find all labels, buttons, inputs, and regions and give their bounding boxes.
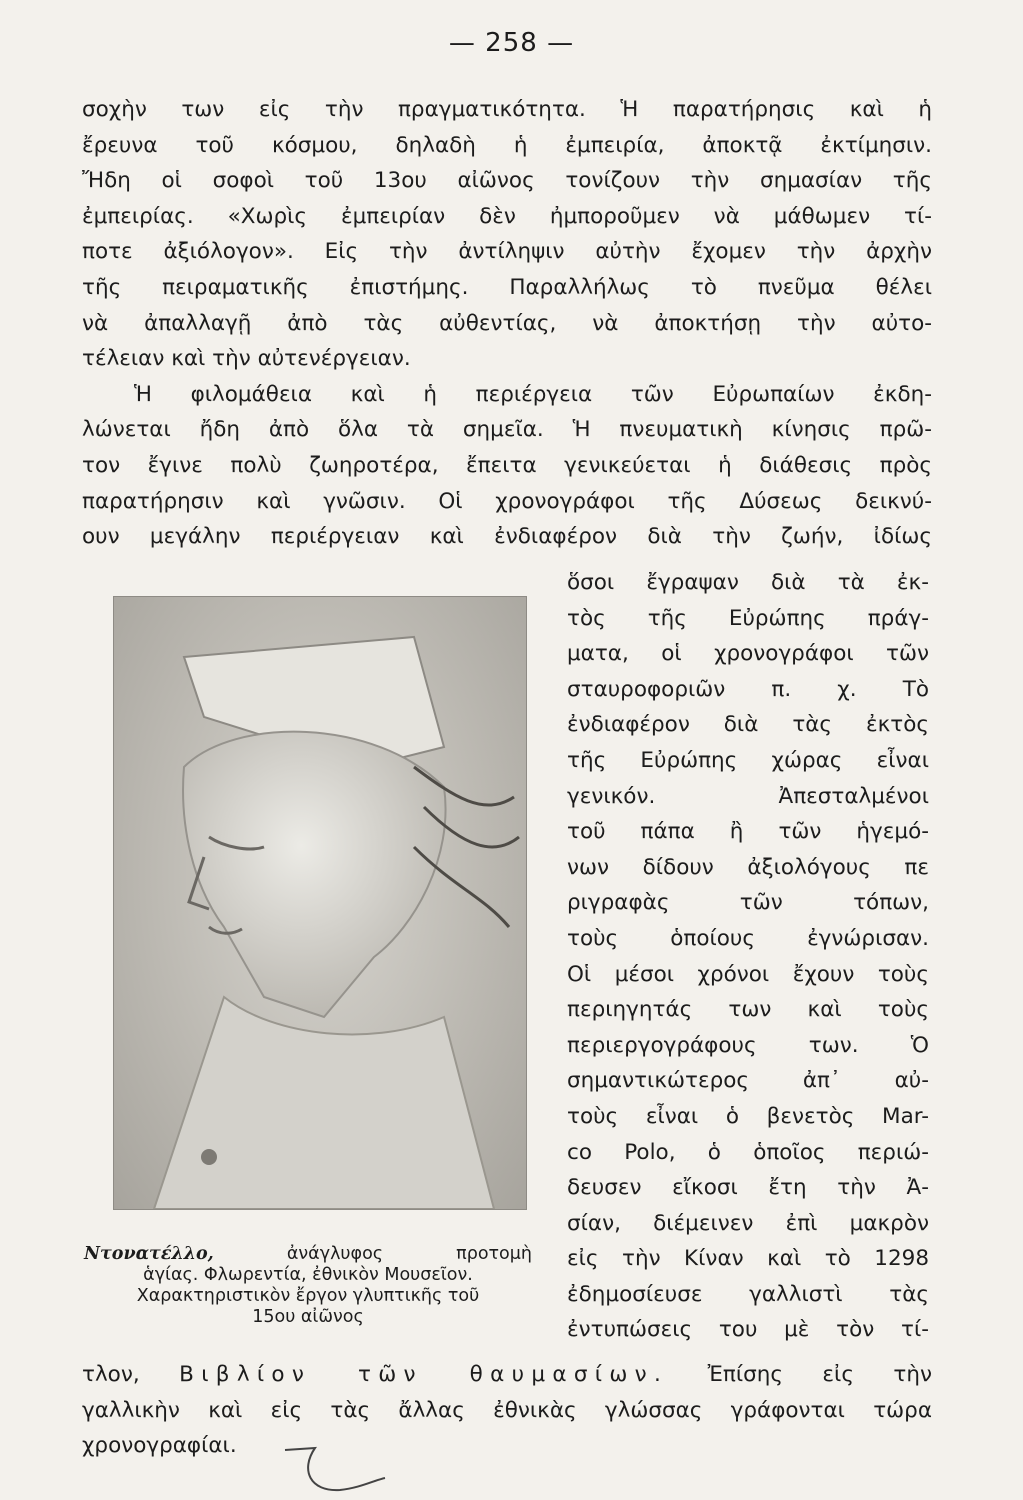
- text-line: τον ἔγινε πολὺ ζωηροτέρα, ἔπειτα γενικεύεται ἡ διάθεσις πρὸς: [82, 452, 932, 478]
- text-line: τοῦ πάπα ἢ τῶν ἡγεμό-: [567, 819, 929, 845]
- bottom-line1-end: Ἐπίσης εἰς τὴν: [707, 1362, 932, 1387]
- text-line: χρονογραφίαι.: [82, 1433, 237, 1459]
- text-line: [82, 1357, 932, 1393]
- page-number: — 258 —: [448, 28, 575, 58]
- text-line: ποτε ἀξιόλογον». Εἰς τὴν ἀντίληψιν αὐτὴν ἔχομεν τὴν ἀρχὴν: [82, 239, 932, 265]
- text-line: τῆς Εὐρώπης χώρας εἶναι: [567, 747, 929, 773]
- text-line: τέλειαν καὶ τὴν αὐτενέργειαν.: [82, 346, 411, 372]
- head-shape: [183, 732, 446, 1017]
- text-line: ἐντυπώσεις του μὲ τὸν τί-: [567, 1317, 929, 1343]
- text-line: ἐνδιαφέρον διὰ τὰς ἐκτὸς: [567, 712, 929, 738]
- text-line: τὸς τῆς Εὐρώπης πράγ-: [567, 605, 929, 631]
- caption-line-1: [84, 1244, 532, 1265]
- text-line: γαλλικὴν καὶ εἰς τὰς ἄλλας ἐθνικὰς γλώσσας γράφονται τώρα: [82, 1397, 932, 1423]
- text-line: σημαντικώτερος ἀπ᾽ αὐ-: [567, 1068, 929, 1094]
- text-line: τῆς πειραματικῆς ἐπιστήμης. Παραλλήλως τὸ πνεῦμα θέλει: [82, 274, 932, 300]
- text-line: ἐδημοσίευσε γαλλιστὶ τὰς: [567, 1281, 929, 1307]
- caption-line-4: 15ου αἰῶνος: [252, 1307, 364, 1327]
- text-line: σταυροφοριῶν π. χ. Τὸ: [567, 676, 929, 702]
- text-line: Ἡ φιλομάθεια καὶ ἡ περιέργεια τῶν Εὐρωπαίων ἐκδη-: [134, 381, 932, 407]
- text-line: παρατήρησιν καὶ γνῶσιν. Οἱ χρονογράφοι τῆς Δύσεως δεικνύ-: [82, 488, 932, 514]
- relief-illustration: [113, 596, 527, 1210]
- text-line: ουν μεγάλην περιέργειαν καὶ ἐνδιαφέρον διὰ τὴν ζωήν, ἰδίως: [82, 524, 932, 550]
- text-line: γενικόν. Ἀπεσταλμένοι: [567, 783, 929, 809]
- text-line: δευσεν εἴκοσι ἔτη τὴν Ἀ-: [567, 1175, 929, 1201]
- text-beside-figure: [567, 565, 929, 1348]
- text-line: ἐμπειρίας. «Χωρὶς ἐμπειρίαν δὲν ἠμποροῦμεν νὰ μάθωμεν τί-: [82, 203, 932, 229]
- bottom-text: [82, 1357, 932, 1464]
- text-line: ριγραφὰς τῶν τόπων,: [567, 890, 929, 916]
- text-line: νὰ ἀπαλλαγῇ ἀπὸ τὰς αὐθεντίας, νὰ ἀποκτήσῃ τὴν αὐτο-: [82, 310, 932, 336]
- paragraph-2: [82, 377, 932, 555]
- text-line: ὅσοι ἔγραψαν διὰ τὰ ἐκ-: [567, 570, 929, 595]
- text-line: co Polo, ὁ ὁποῖος περιώ-: [567, 1139, 929, 1165]
- caption-line-3: Χαρακτηριστικὸν ἔργον γλυπτικῆς τοῦ: [136, 1286, 480, 1306]
- text-line: περιεργογράφους των. Ὁ: [567, 1032, 929, 1058]
- main-text-full-width: [82, 92, 932, 555]
- text-line: Ἤδη οἱ σοφοὶ τοῦ 13ου αἰῶνος τονίζουν τὴν σημασίαν τῆς: [82, 168, 932, 194]
- pen-flourish: [280, 1440, 390, 1500]
- text-line: περιηγητάς των καὶ τοὺς: [567, 997, 929, 1023]
- text-line: λώνεται ἤδη ἀπὸ ὅλα τὰ σημεῖα. Ἡ πνευματικὴ κίνησις πρῶ-: [82, 417, 932, 443]
- text-line: τοὺς εἶναι ὁ βενετὸς Mar-: [567, 1103, 929, 1129]
- text-line: νων δίδουν ἀξιολόγους πε: [567, 854, 929, 880]
- bust-relief-image: [114, 597, 526, 1209]
- text-line: Οἱ μέσοι χρόνοι ἔχουν τοὺς: [567, 961, 929, 987]
- paragraph-1: [82, 92, 932, 377]
- text-line: εἰς τὴν Κίναν καὶ τὸ 1298: [567, 1246, 929, 1272]
- figure-caption: [84, 1244, 532, 1328]
- caption-description: ἀνάγλυφος προτομὴ: [286, 1244, 532, 1264]
- caption-artist: Ντονατέλλο,: [84, 1244, 214, 1264]
- text-line: σίαν, διέμεινεν ἐπὶ μακρὸν: [567, 1210, 929, 1236]
- text-line: σοχὴν των εἰς τὴν πραγματικότητα. Ἡ παρατήρησις καὶ ἡ: [82, 97, 932, 122]
- text-line: ματα, οἱ χρονογράφοι τῶν: [567, 641, 929, 667]
- text-line: τοὺς ὁποίους ἐγνώρισαν.: [567, 925, 929, 951]
- book-title: Βιβλίον τῶν θαυμασίων.: [179, 1362, 669, 1387]
- shoulders-shape: [154, 997, 494, 1209]
- caption-line-2: ἁγίας. Φλωρεντία, ἐθνικὸν Μουσεῖον.: [143, 1265, 473, 1285]
- surface-mark: [201, 1149, 217, 1165]
- bottom-line1-start: τλον,: [82, 1362, 140, 1387]
- text-line: ἔρευνα τοῦ κόσμου, δηλαδὴ ἡ ἐμπειρία, ἀποκτᾷ ἐκτίμησιν.: [82, 132, 932, 158]
